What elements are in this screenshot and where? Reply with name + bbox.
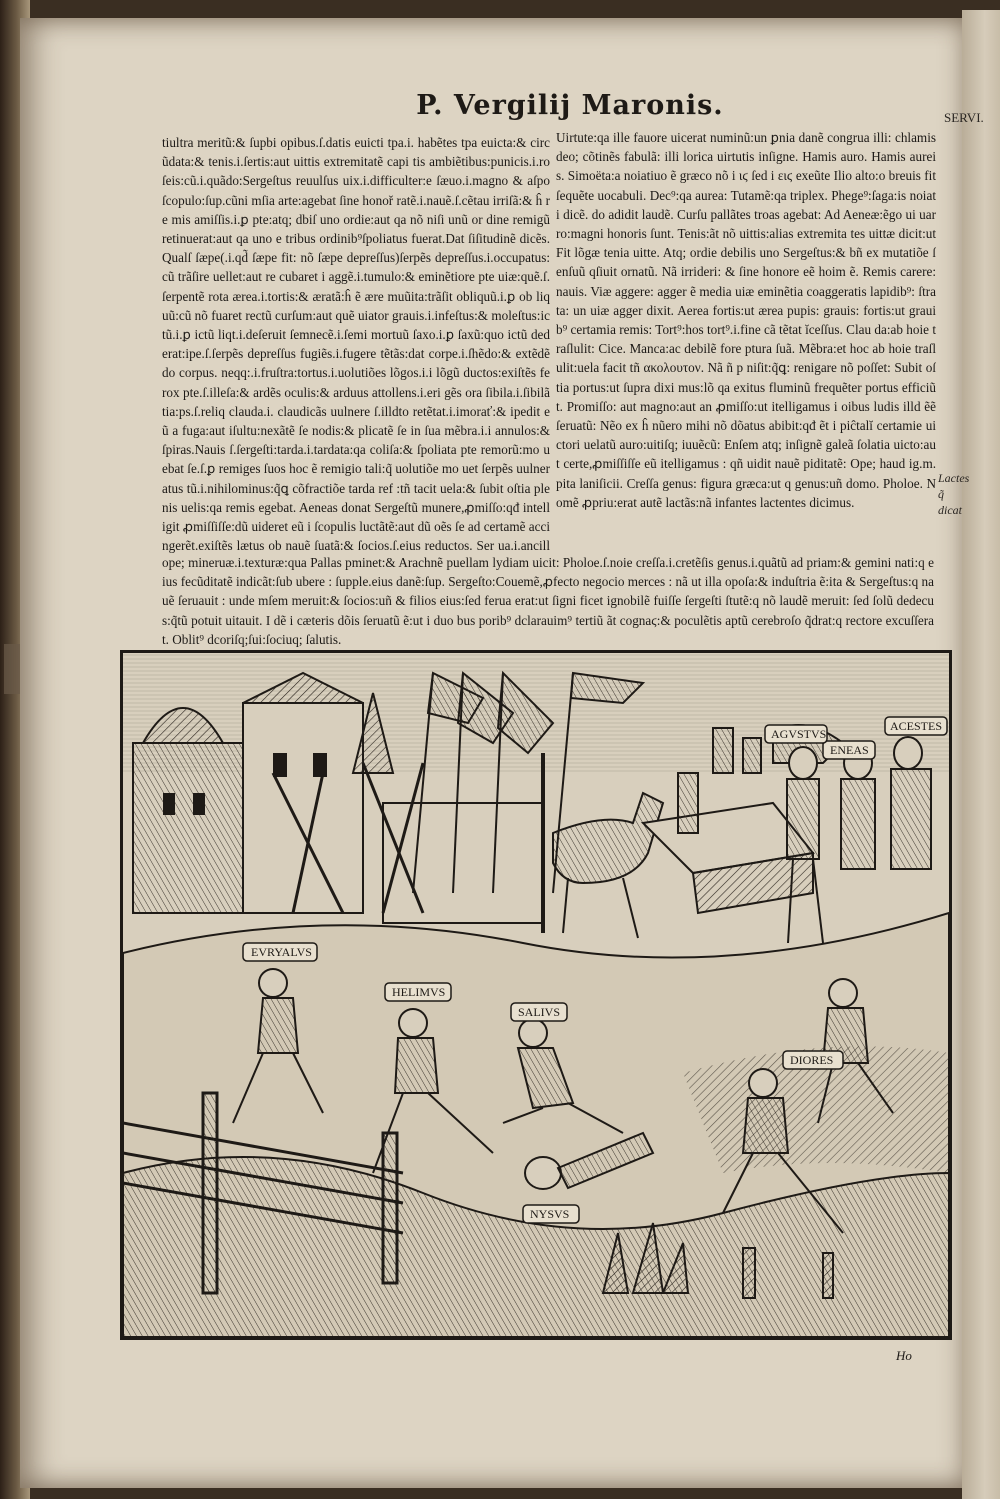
scroll-helimus [385, 983, 451, 1001]
label-eneas: ENEAS [830, 743, 869, 757]
commentary-full-width-paragraph: ope; mineruæ.i.texturæ:qua Pallas pminet:& Arachnẽ puellam lydiam uicit: Pholoe.ſ.noie creſſa.i.cretẽſis genus.i.quãtũ ad priam:& gemini nati:q eius fecũditatẽ indicãt:ſub ubere : ſupple.eius danẽ:ſup. Sergeſto:Couemẽ,ꝓfecto negocio merces : nã ut illa opoſa:& induſtria ẽ:ita & Sergeſtus:q nauẽ ſeruauit : unde mſem meruit:& ſocios:uñ & filios eius:ſed ferua erat:ut ſigni ficet ignobilẽ fuiſſe ſergeſti ſtutẽ:q nõ laudẽ meruit: ſed ſolũ dedecus:q̃tũ potuit uitauit. I dẽ i cæteris dõis ſeruatũ ẽ:ut i duo bus porib⁹ dclarauim⁹ tertiũ ãt cognaϛ:& poculẽtis aptũ cerebroſo q̃drat:q rectore excuſſerat. Oblit⁹ dcoriſq;ſui:ſociuq; ſalutis. [162, 555, 934, 647]
commentary-right-column: Uirtute:qa ille fauore uicerat numinũ:un ꝑnia danẽ congrua illi: chlamis deo; cõtinẽs fabulã: illi lorica uirtutis inſigne. Hamis auro. Hamis aureis. Simoëta:a noiatiuo ẽ græco nõ i ιϛ ſed i ειϛ exeũte Ilio alto:o breuis fit ſequẽte uocabuli. Dec⁹:qa aurea: Tutamẽ:qa triplex. Phege⁹:ſaga:is noiati dicẽ. do adidit laudẽ. Curſu pallãtes troas agebat: Ad Aeneæ:ẽgo ui uarro:magni honoris ſunt. Tenis:ãt nõ uittis:alias extremita tes uittæ dicit:ut Fit lõgæ tenia uitte. Atq; ordie debilis uno Sergeſtus:& bñ ex mutatiõe ſenſuũ qſiuit ornatũ. Nã irrideri: & ſine honore eẽ hoim ẽ. Remis carere: nauis. Viæ aggere: agger ẽ media uiæ eminẽtia coaggeratis lapidib⁹: ſtrata: un uiæ agger dixit. Aerea fortis:ut ærea pupis: grauis: fortis:ut graui b⁹ certamia remis: Tort⁹:hos tort⁹.i.fine cã tẽtat ĭceſſus. Clau da:ab hoie traſlulit: Cice. Manca:ac debilẽ fore ptura ſuã. Mẽbra:et hoc ab hoie traſlulit:uela facit tñ ακολουτον. Nã ñ p niſit:q̃ꝗ: renigare nõ poſſet: Subit oſtia portus:ut ſupra dixi mus:lõ qa exitus fluminũ frequẽter portus efficiũt. Promiſſo: aut magno:aut an ꝓmiſſo:ut itelligamus i oibus ludis illd ẽẽ ſeruatũ: Nẽo ex ĥ nũero mihi nõ dõatus abibit:qđ ẽt i piĉtalĭ certamie uictori uelatũ auro:uitiſq; iuuẽcũ: Enſem atq; inſignẽ galeã ſolatia uicto:aut certe,ꝓmiſſiſſe eũ itelligamus : qñ uidit nauẽ piditatẽ: Ope; haud ig.m.pita laniſicii. Creſſa genus: figura græca:ut q genus:uñ domo. Pholoe. Nomẽ ꝓpriu:erat autẽ lactãs:nã infantes lactentes dicimus. [556, 130, 936, 510]
spectator-group [787, 737, 931, 943]
scroll-acestes [885, 717, 947, 735]
scroll-nisus [523, 1205, 579, 1223]
margin-note: Lactes q̃ dicat [938, 471, 970, 517]
scroll-agustus [765, 725, 827, 743]
label-agustus: AGVSTVS [771, 727, 827, 741]
label-helimus: HELIMVS [392, 985, 446, 999]
catchword: Ho [896, 1348, 912, 1363]
next-page-edge [962, 10, 1000, 1499]
label-nisus: NYSVS [530, 1207, 570, 1221]
running-head: P. Vergilij Maronis. [416, 90, 724, 121]
label-acestes: ACESTES [890, 719, 943, 733]
commentary-left-column: tiultra meritũ:& ſupbi opibus.ſ.datis euicti tpa.i. habẽtes tpa euicta:& circũdata:& tenis.i.ſertis:aut uittis extremitatẽ capi tis ambiẽtibus:punicis.i.roſeis:cũ.i.quãdo:Sergeſtus reuulſus uix.i.difficulter:e ſæuo.i.magno & aſpo ſcopulo:ſup.cũni mſia arte:agebat ſine honoř ratẽ.i.nauẽ.ſ.cẽtau irriſã:& ĥ re mis amiſſis.i.ꝑ pte:atq; dbiſ uno ordie:aut qa nõ niſi unũ or dine remigũ retinuerat:aut qa uno e tribus ordinib⁹ſpoliatus fuerat.Dat ſiſitudinẽ dicẽs.Qualſ ſæpe(.i.qd̃ ſæpe fit: nõ ſæpe depreſſus)ſerpẽs depreſſus.i.occupatus:cũ trãſire uellet:aut re cubaret i aggẽ.i.tumulo:& eminẽtiore pte uiæ:quẽ.ſ.ſerpentẽ rota ærea.i.tortis:& æratã:ĥ ẽ ære muũita:trãſit obliquũ.i.ꝑ ob liquũ:cũ nõ fuaret rectũ curſum:aut quẽ uiator grauis.i.infeſtus:& moleſtus:ictũ.i.ꝑ ictũ liqt.i.deſeruit ſemnecẽ.i.ſemi mortuũ ſaxo.i.ꝑ ſaxũ:quo ictũ dederat:ipe.ſ.ſerpẽs depreſſus fugiẽs.i.fugere tẽtãs:dat corpe.i.ſhẽdo:& extẽdẽdo corpus. neqq:.i.fruſtra:tortus.i.uolutiões lõgos.i.i lõgũ ductos:exiſtẽs ferox pte.ſ.illeſa:& ardẽs oculis:& arduus attollens.i.eri gẽs ora ſibila.i.ſibilãtia:ps.ſ.reliq clauda.i. claudicãs uulnere ſ.illdto retẽtat.i.imorať:& ipedit eũ a fuga:aut iſultu:nexãtẽ ſe nodis:& plicatẽ ſe in ſua mẽbra.i.i annulos:& ſpiras.Nauis ſ.ſergeſti:tarda.i.tardata:qa coliſa:& ſpoliata pte remorũ:mo uebat ſe.ſ.ꝑ remiges ſuos hoc ẽ remigio tali:q̃ uolutiõe mo uet ſerpẽs uulneratus tũ.i.nihilominus:q̃ꝗ cõfractiõe tarda ref :tñ tacit uela:& ſubit oſtia plenis uelis:qa remis egebat. Aeneas donat Sergeſtũ munere,ꝓmiſſo:qđ intelligit ꝓmiſſiſſe:dũ uideret eũ i ſcopulis luctãtẽ:aut dũ oẽs ſe ad certamẽ accingerẽt.exiſtẽs lætus ob nauẽ ſuatã:& ſocios.ſ.eius reductos. Ser ua.i.ancill [162, 135, 550, 553]
label-diores: DIORES [790, 1053, 834, 1067]
scroll-salius [511, 1003, 567, 1021]
scroll-eurialus [243, 943, 317, 961]
woodcut-drawing [123, 653, 949, 1337]
label-eurialus: EVRYALVS [251, 945, 312, 959]
scroll-eneas [823, 741, 875, 759]
horse [553, 793, 663, 938]
next-page-running-head: SERVI. [944, 110, 984, 125]
label-salius: SALIVS [518, 1005, 561, 1019]
woodcut-illustration [120, 650, 952, 1340]
scroll-diores [783, 1051, 843, 1069]
